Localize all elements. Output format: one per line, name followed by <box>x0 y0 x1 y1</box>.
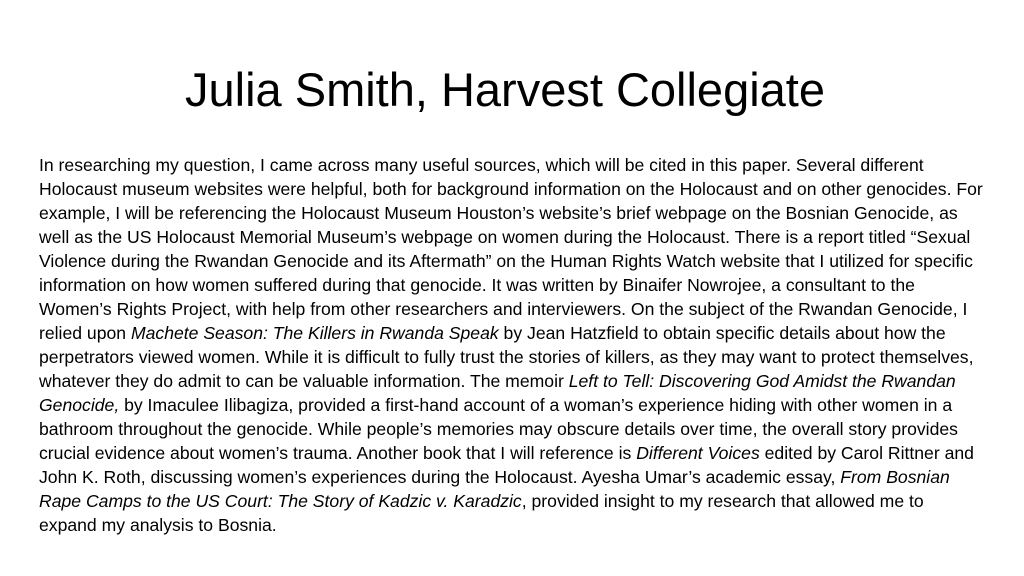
essay-title-bosnian-rape-camps: From Bosnian Rape Camps to the US Court: The Story of Kadzic v. Karadzic <box>39 467 950 511</box>
paragraph-text-2: by Jean Hatzfield to obtain specific details about how the perpetrators viewed women. While it is difficult to fully trust the stories of killers, as they may want to protect themselves, whatever they do admit to can be valuable information. The memoir <box>39 323 974 391</box>
paragraph-text-3: by Imaculee Ilibagiza, provided a first-hand account of a woman’s experience hiding with other women in a bathroom throughout the genocide. While people’s memories may obscure details over time, the overall story provides crucial evidence about women’s trauma. Another book that I will reference is <box>39 395 958 463</box>
slide-title: Julia Smith, Harvest Collegiate <box>185 63 825 116</box>
body-paragraph <box>39 153 984 537</box>
book-title-left-to-tell: Left to Tell: Discovering God Amidst the Rwandan Genocide, <box>39 371 956 415</box>
paragraph-text-1: In researching my question, I came across many useful sources, which will be cited in this paper. Several different Holocaust museum websites were helpful, both for background information on the Holocaust and on other genocides. For example, I will be referencing the Holocaust Museum Houston’s website’s brief webpage on the Bosnian Genocide, as well as the US Holocaust Memorial Museum’s webpage on women during the Holocaust. There is a report titled “Sexual Violence during the Rwandan Genocide and its Aftermath” on the Human Rights Watch website that I utilized for specific information on how women suffered during that genocide. It was written by Binaifer Nowrojee, a consultant to the Women’s Rights Project, with help from other researchers and interviewers. On the subject of the Rwandan Genocide, I relied upon <box>39 155 983 343</box>
paragraph-text-4: edited by Carol Rittner and John K. Roth, discussing women’s experiences during the Holocaust. Ayesha Umar’s academic essay, <box>39 443 974 487</box>
book-title-machete-season: Machete Season: The Killers in Rwanda Speak <box>130 323 499 343</box>
book-title-different-voices: Different Voices <box>636 443 760 463</box>
paragraph-text-5: , provided insight to my research that allowed me to expand my analysis to Bosnia. <box>39 491 924 535</box>
